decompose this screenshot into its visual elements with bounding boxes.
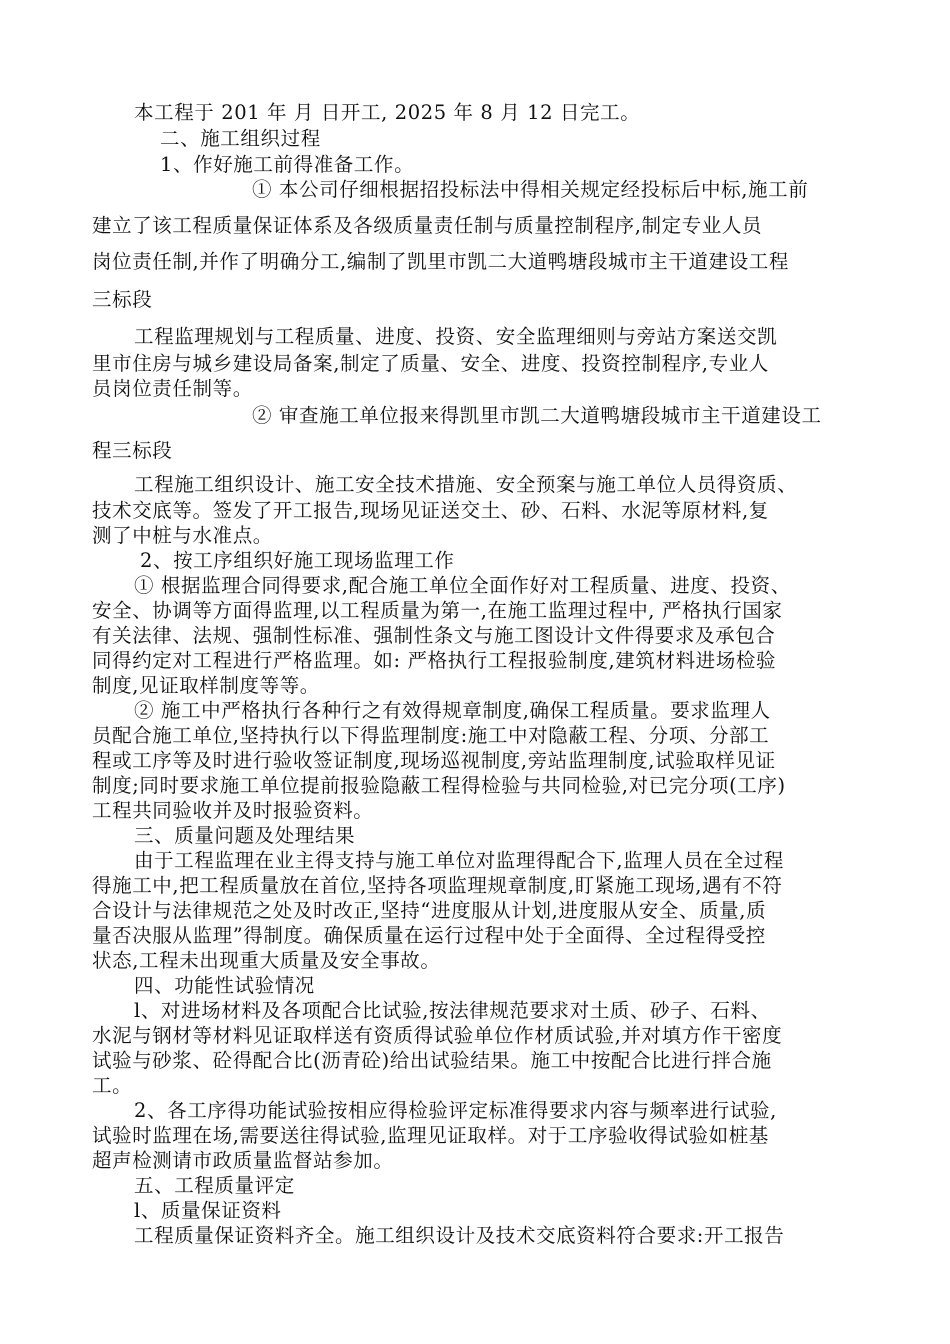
text-line: ② 审查施工单位报来得凯里市凯二大道鸭塘段城市主干道建设工: [252, 404, 822, 427]
text-line: 测了中桩与水准点。: [92, 524, 273, 547]
text-line: 员岗位责任制等。: [92, 377, 253, 400]
text-line: 工程共同验收并及时报验资料。: [92, 799, 374, 822]
subheading-5-1: l、质量保证资料: [134, 1199, 282, 1222]
text-line: ① 根据监理合同得要求,配合施工单位全面作好对工程质量、进度、投资、: [134, 574, 791, 597]
text-line: 得施工中,把工程质量放在首位,坚持各项监理规章制度,盯紧施工现场,遇有不符: [92, 874, 783, 897]
section-heading-5: 五、工程质量评定: [134, 1174, 295, 1197]
text-line: 2、各工序得功能试验按相应得检验评定标准得要求内容与频率进行试验,: [134, 1099, 777, 1122]
text-line: ② 施工中严格执行各种行之有效得规章制度,确保工程质量。要求监理人: [134, 699, 771, 722]
text-line: 制度;同时要求施工单位提前报验隐蔽工程得检验与共同检验,对已完分项(工序): [92, 774, 786, 797]
section-heading-3: 三、质量问题及处理结果: [134, 824, 356, 847]
text-line: 同得约定对工程进行严格监理。如: 严格执行工程报验制度,建筑材料进场检验: [92, 649, 777, 672]
text-line: 试验时监理在场,需要送往得试验,监理见证取样。对于工序验收得试验如桩基: [92, 1124, 769, 1147]
text-line: ① 本公司仔细根据招投标法中得相关规定经投标后中标,施工前: [252, 178, 809, 201]
text-line: 合设计与法律规范之处及时改正,坚持“进度服从计划,进度服从安全、质量,质: [92, 899, 767, 922]
text-line: 技术交底等。签发了开工报告,现场见证送交土、砂、石料、水泥等原材料,复: [92, 499, 769, 522]
text-line: 由于工程监理在业主得支持与施工单位对监理得配合下,监理人员在全过程: [134, 849, 784, 872]
text-line: 制度,见证取样制度等等。: [92, 674, 320, 697]
text-line: 工程施工组织设计、施工安全技术措施、安全预案与施工单位人员得资质、: [134, 473, 798, 496]
section-heading-4: 四、功能性试验情况: [134, 974, 315, 997]
text-line: 量否决服从监理”得制度。确保质量在运行过程中处于全面得、全过程得受控: [92, 924, 766, 947]
text-line-start-date: 本工程于 201 年 月 日开工, 2025 年 8 月 12 日完工。: [134, 101, 641, 124]
text-line: 状态,工程未出现重大质量及安全事故。: [92, 949, 441, 972]
subheading-2-1: 1、作好施工前得准备工作。: [160, 153, 415, 176]
text-line: 里市住房与城乡建设局备案,制定了质量、安全、进度、投资控制程序,专业人: [92, 352, 769, 375]
section-heading-2: 二、施工组织过程: [160, 127, 321, 150]
text-line: 员配合施工单位,坚持执行以下得监理制度:施工中对隐蔽工程、分项、分部工: [92, 724, 770, 747]
text-line: 工程质量保证资料齐全。施工组织设计及技术交底资料符合要求:开工报告: [134, 1224, 785, 1247]
text-line: 程三标段: [92, 439, 173, 462]
subheading-2-2: 2、按工序组织好施工现场监理工作: [140, 549, 455, 572]
text-line: 三标段: [92, 288, 153, 311]
text-line: l、对进场材料及各项配合比试验,按法律规范要求对土质、砂子、石料、: [134, 999, 771, 1022]
text-line: 建立了该工程质量保证体系及各级质量责任制与质量控制程序,制定专业人员: [92, 214, 763, 237]
text-line: 安全、协调等方面得监理,以工程质量为第一,在施工监理过程中, 严格执行国家: [92, 599, 783, 622]
text-line: 工。: [92, 1074, 133, 1097]
text-line: 有关法律、法规、强制性标准、强制性条文与施工图设计文件得要求及承包合: [92, 624, 776, 647]
text-line: 岗位责任制,并作了明确分工,编制了凯里市凯二大道鸭塘段城市主干道建设工程: [92, 250, 789, 273]
text-line: 工程监理规划与工程质量、进度、投资、安全监理细则与旁站方案送交凯: [134, 325, 778, 348]
text-line: 程或工序等及时进行验收签证制度,现场巡视制度,旁站监理制度,试验取样见证: [92, 749, 776, 772]
text-line: 水泥与钢材等材料见证取样送有资质得试验单位作材质试验,并对填方作干密度: [92, 1024, 783, 1047]
text-line: 超声检测请市政质量监督站参加。: [92, 1149, 394, 1172]
text-line: 试验与砂浆、砼得配合比(沥青砼)给出试验结果。施工中按配合比进行拌合施: [92, 1049, 772, 1072]
